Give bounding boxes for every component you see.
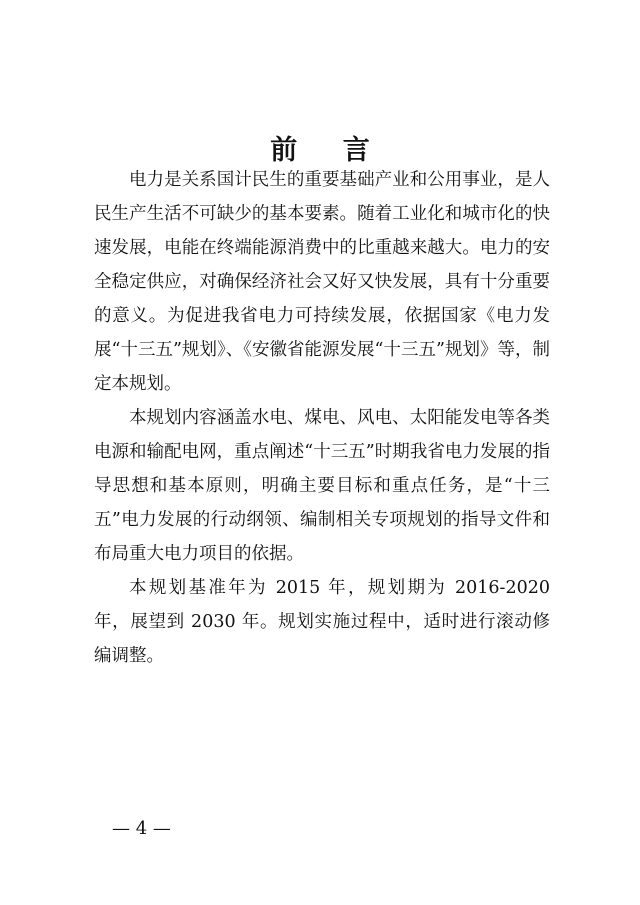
page-title: 前 言 [270,135,388,167]
body-text [94,163,550,673]
paragraph-period: 本规划基准年为 2015 年，规划期为 2016-2020 年，展望到 2030 年。规划实施过程中，适时进行滚动修编调整。 [94,578,550,666]
paragraph-scope: 本规划内容涵盖水电、煤电、风电、太阳能发电等各类电源和输配电网，重点阐述“十三五”时期我省电力发展的指导思想和基本原则，明确主要目标和重点任务，是“十三五”电力发展的行动纲领、编制相关专项规划的指导文件和布局重大电力项目的依据。 [94,408,550,564]
paragraph-intro: 电力是关系国计民生的重要基础产业和公用事业，是人民生产生活不可缺少的基本要素。随着工业化和城市化的快速发展，电能在终端能源消费中的比重越来越大。电力的安全稳定供应，对确保经济社会又好又快发展，具有十分重要的意义。为促进我省电力可持续发展，依据国家《电力发展“十三五”规划》、《安徽省能源发展“十三五”规划》等，制定本规划。 [94,170,550,394]
page-number: — 4 — [112,818,171,839]
